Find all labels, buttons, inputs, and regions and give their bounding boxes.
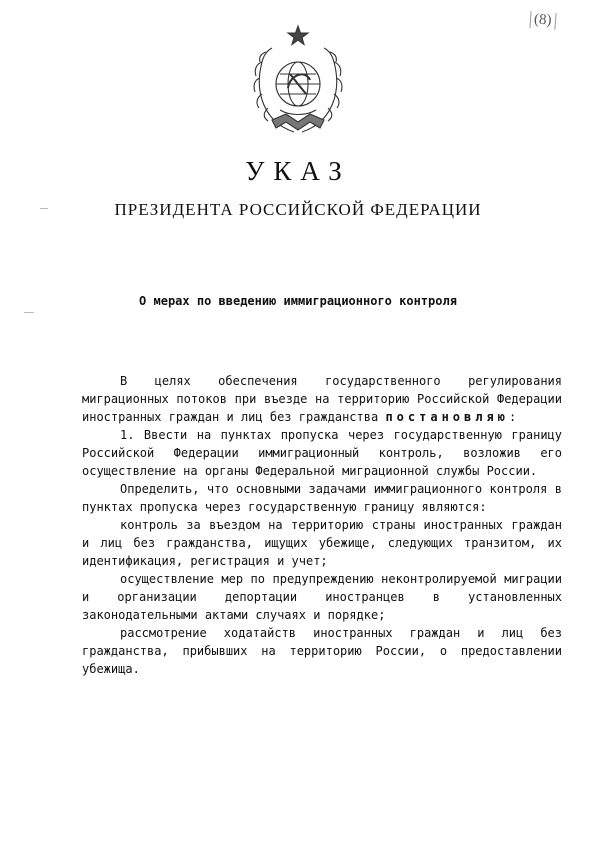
paragraph-item: осуществление мер по предупреждению неконтролируемой миграции и организации депортации иностранцев в установленных законодательными актами случаях и порядке; — [82, 572, 562, 622]
decree-body — [82, 372, 562, 678]
scan-mark — [40, 208, 48, 209]
page-number: (8) — [529, 11, 556, 30]
scan-mark — [24, 312, 34, 313]
paragraph-item: рассмотрение ходатайств иностранных граждан и лиц без гражданства, прибывших на территорию России, о предоставлении убежища. — [82, 626, 562, 676]
document-subtitle: ПРЕЗИДЕНТА РОССИЙСКОЙ ФЕДЕРАЦИИ — [114, 200, 482, 219]
preamble-paragraph — [82, 372, 562, 426]
preamble-suffix: : — [508, 410, 517, 424]
preamble-text: В целях обеспечения государственного регулирования миграционных потоков при въезде на территорию Российской Федерации иностранных граждан и лиц без гражданства — [82, 374, 562, 424]
decree-word: постановляю — [385, 410, 509, 424]
decree-heading: О мерах по введению иммиграционного контроля — [139, 294, 457, 308]
document-title: УКАЗ — [245, 156, 351, 186]
coat-of-arms-emblem — [250, 22, 346, 140]
paragraph-item: Определить, что основными задачами иммиграционного контроля в пунктах пропуска через государственную границу являются: — [82, 482, 562, 514]
paragraph-item: 1. Ввести на пунктах пропуска через государственную границу Российской Федерации иммиграционный контроль, возложив его осуществление на органы Федеральной миграционной службы России. — [82, 428, 562, 478]
paragraph-item: контроль за въездом на территорию страны иностранных граждан и лиц без гражданства, ищущих убежище, следующих транзитом, их идентификация, регистрация и учет; — [82, 518, 562, 568]
